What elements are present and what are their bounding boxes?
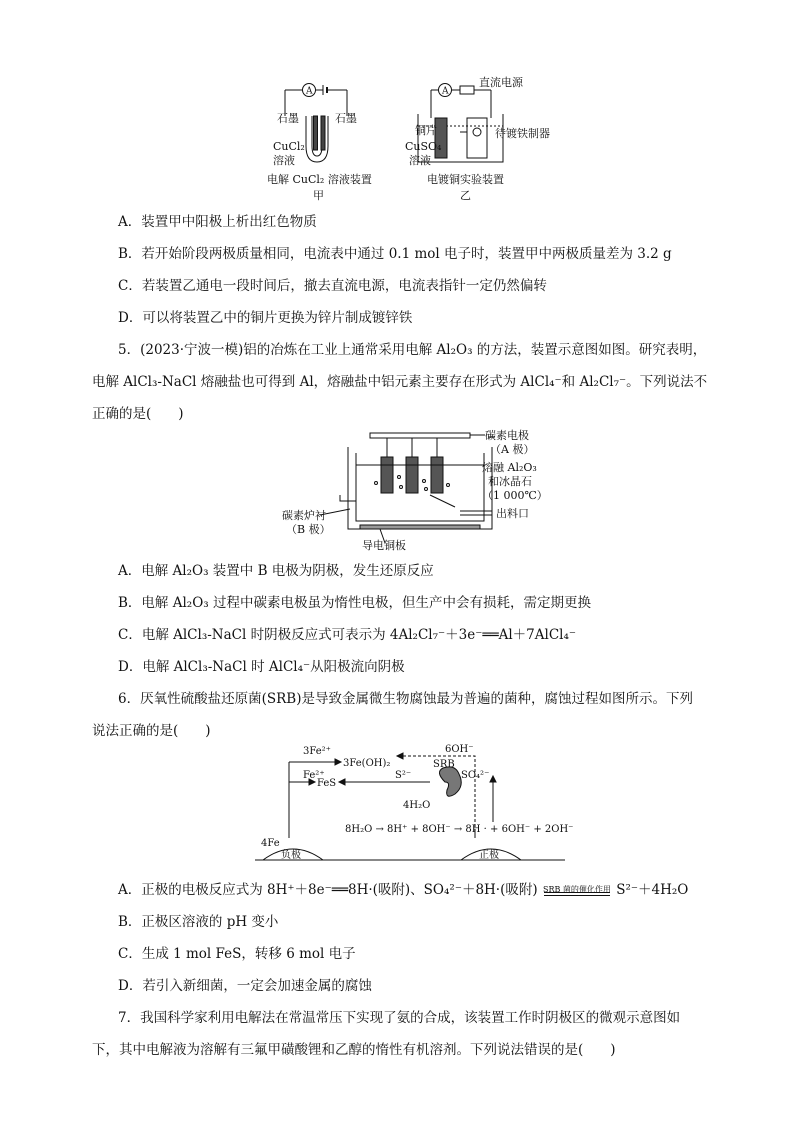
q4-option-c: C．若装置乙通电一段时间后，撤去直流电源，电流表指针一定仍然偏转 <box>118 278 547 294</box>
jia-label: 甲 <box>313 189 324 202</box>
q7-stem-line-1: 7．我国科学家利用电解法在常温常压下实现了氨的合成，该装置工作时阴极区的微观示意图如 <box>118 1010 681 1026</box>
carbon-electrode <box>381 457 393 493</box>
label-so4: SO₄²⁻ <box>461 770 490 781</box>
q6-option-a-main: A．正极的电极反应式为 8H⁺＋8e⁻══8H·(吸附)、SO₄²⁻＋8H·(吸附) <box>118 882 538 898</box>
jia-electrode-left-label: 石墨 <box>277 112 299 125</box>
catalysis-arrow <box>542 885 612 896</box>
jia-electrode-right-label: 石墨 <box>335 112 357 125</box>
label-negative: 负极 <box>281 850 301 861</box>
srb-bacterium-icon <box>439 767 461 796</box>
q5-stem-line-3: 正确的是( ) <box>92 406 184 422</box>
bus-bar <box>370 433 470 438</box>
label-melt-1: 熔融 Al₂O₃ <box>482 461 537 474</box>
q4-option-d: D．可以将装置乙中的铜片更换为锌片制成镀锌铁 <box>118 310 413 326</box>
copper-plate <box>360 525 480 529</box>
q6-option-a <box>118 880 724 900</box>
label-6oh-top: 6OH⁻ <box>445 744 474 755</box>
q5-stem-line-2: 电解 AlCl₃-NaCl 熔融盐也可得到 Al，熔融盐中铝元素主要存在形式为 AlCl₄⁻和 Al₂Cl₇⁻。下列说法不 <box>92 374 708 390</box>
q5-option-c: C．电解 AlCl₃-NaCl 时阴极反应式可表示为 4Al₂Cl₇⁻＋3e⁻══Al＋7AlCl₄⁻ <box>118 627 577 643</box>
figure-srb-corrosion <box>255 742 575 868</box>
power-source-icon <box>460 86 474 94</box>
label-reaction-chain: 8H₂O → 8H⁺ + 8OH⁻ → 8H · + 6OH⁻ + 2OH⁻ <box>345 824 574 835</box>
jia-ammeter-letter: A <box>306 86 313 97</box>
yi-ammeter-letter: A <box>442 86 449 97</box>
label-outlet: 出料口 <box>496 507 529 520</box>
yi-electrode-left-label: 铜片 <box>415 124 437 137</box>
label-melt-3: （1 000℃） <box>482 489 548 502</box>
catalysis-condition: SRB 菌的催化作用 <box>542 885 611 894</box>
q5-option-a: A．电解 Al₂O₃ 装置中 B 电极为阴极，发生还原反应 <box>118 563 434 579</box>
yi-power-label: 直流电源 <box>479 76 523 89</box>
label-fe2: Fe²⁺ <box>303 770 325 781</box>
label-srb: SRB <box>433 759 455 770</box>
label-4h2o: 4H₂O <box>403 800 431 811</box>
q4-option-b: B．若开始阶段两极质量相同，电流表中通过 0.1 mol 电子时，装置甲中两极质量差为 3.2 g <box>118 246 672 262</box>
figure-electrolysis-setups <box>255 76 550 206</box>
q6-stem-line-2: 说法正确的是( ) <box>92 723 211 739</box>
label-feoh2: 3Fe(OH)₂ <box>343 758 391 769</box>
q6-option-d: D．若引入新细菌，一定会加速金属的腐蚀 <box>118 978 372 994</box>
yi-electrode-right-label: 待镀铁制器 <box>495 127 550 140</box>
q5-stem-line-1: 5．(2023·宁波一模)铝的冶炼在工业上通常采用电解 Al₂O₃ 的方法，装置示意图如图。研究表明， <box>118 342 707 358</box>
carbon-electrode <box>406 457 418 493</box>
label-b-pole: （B 极） <box>286 523 331 536</box>
yi-solution-label-2: 溶液 <box>409 154 431 167</box>
label-3fe2: 3Fe²⁺ <box>303 746 331 757</box>
jia-solution-label-1: CuCl₂ <box>273 140 305 153</box>
yi-solution-label-1: CuSO₄ <box>405 140 442 153</box>
q6-option-a-product: S²⁻＋4H₂O <box>616 882 689 898</box>
q5-option-b: B．电解 Al₂O₃ 过程中碳素电极虽为惰性电极，但生产中会有损耗，需定期更换 <box>118 595 591 611</box>
label-carbon-electrode: 碳素电极 <box>485 429 529 442</box>
q4-option-a: A．装置甲中阳极上析出红色物质 <box>118 214 317 230</box>
jia-solution-label-2: 溶液 <box>273 154 295 167</box>
label-melt-2: 和冰晶石 <box>488 475 532 488</box>
label-lining: 碳素炉衬 <box>282 509 326 522</box>
label-copper-plate: 导电铜板 <box>362 539 406 552</box>
q6-option-c: C．生成 1 mol FeS，转移 6 mol 电子 <box>118 946 356 962</box>
jia-caption: 电解 CuCl₂ 溶液装置 <box>267 173 372 186</box>
q6-stem-line-1: 6．厌氧性硫酸盐还原菌(SRB)是导致金属微生物腐蚀最为普遍的菌种，腐蚀过程如图所示。下列 <box>118 691 693 707</box>
figure-aluminum-electrolysis <box>280 425 560 555</box>
label-positive: 正极 <box>479 850 499 861</box>
label-fes: FeS <box>317 778 337 789</box>
q6-option-b: B．正极区溶液的 pH 变小 <box>118 914 279 930</box>
label-a-pole: （A 极） <box>490 443 535 456</box>
yi-label: 乙 <box>460 189 471 202</box>
label-s2: S²⁻ <box>395 770 412 781</box>
label-4fe: 4Fe <box>261 838 280 849</box>
yi-caption: 电镀铜实验装置 <box>427 173 504 186</box>
carbon-electrode <box>431 457 443 493</box>
q7-stem-line-2: 下，其中电解液为溶解有三氟甲磺酸锂和乙醇的惰性有机溶剂。下列说法错误的是( ) <box>92 1042 616 1058</box>
q5-option-d: D．电解 AlCl₃-NaCl 时 AlCl₄⁻从阳极流向阴极 <box>118 659 405 675</box>
